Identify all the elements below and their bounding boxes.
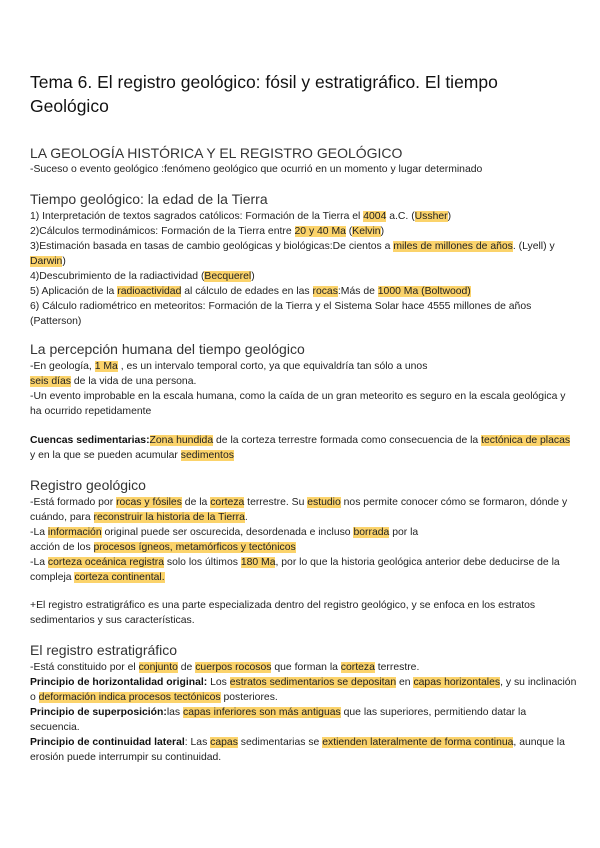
highlight: conjunto [138, 662, 178, 673]
highlight: rocas y fósiles [116, 497, 182, 508]
list-item-2: 2)Cálculos termodinámicos: Formación de la Tierra entre 20 y 40 Ma (Kelvin) [30, 226, 385, 237]
highlight: información [47, 527, 102, 538]
principle-continuidad: Principio de continuidad lateral: Las capas sedimentarias se extienden lateralmente de forma continua, aunque la erosión puede interrumpir su continuidad. [30, 737, 565, 764]
list-item-1: 1) Interpretación de textos sagrados católicos: Formación de la Tierra el 4004 a.C. (Ussher) [30, 211, 452, 222]
highlight: 1000 Ma (Boltwood) [377, 286, 471, 297]
highlight: corteza [210, 497, 245, 508]
highlight: Becquerel [204, 271, 252, 282]
highlight: estratos sedimentarios se depositan [229, 677, 397, 688]
paragraph-1ma: -En geología, 1 Ma , es un intervalo temporal corto, ya que equivaldría tan sólo a unos seis días de la vida de una persona. [30, 361, 428, 388]
highlight: cuerpos rocosos [195, 662, 272, 673]
paragraph-estratigrafico: +El registro estratigráfico es una parte especializada dentro del registro geológico, y se enfoca en los estratos sedimentarios y sus características. [30, 600, 536, 627]
highlight: deformación indica procesos tectónicos [38, 692, 221, 704]
list-item-3: 3)Estimación basada en tasas de cambio geológicas y biológicas:De cientos a miles de millones de años. (Lyell) y Darwin) [30, 241, 555, 268]
highlight: estudio [307, 497, 341, 508]
highlight: Darwin [30, 256, 63, 268]
paragraph-meteorito: -Un evento improbable en la escala humana, como la caída de un gran meteorito es seguro en la escala geológica y ha ocurrido repetidamente [30, 391, 566, 418]
paragraph-cuencas: Cuencas sedimentarias:Zona hundida de la corteza terrestre formada como consecuencia de la tectónica de placas y en la que se pueden acumular sedimentos [30, 435, 571, 462]
list-item-4: 4)Descubrimiento de la radiactividad (Becquerel) [30, 271, 255, 282]
heading-tiempo-geologico: Tiempo geológico: la edad de la Tierra [30, 191, 268, 207]
highlight: Kelvin [352, 226, 381, 237]
highlight: tectónica de placas [481, 435, 571, 446]
heading-percepcion: La percepción humana del tiempo geológico [30, 341, 305, 357]
highlight: 20 y 40 Ma [294, 226, 346, 237]
highlight: Ussher [414, 211, 448, 222]
highlight: Zona hundida [149, 435, 214, 446]
highlight: corteza [340, 662, 375, 673]
highlight: seis días [30, 376, 72, 388]
highlight: corteza oceánica registra [47, 557, 164, 568]
highlight: capas inferiores son más antiguas [183, 707, 341, 718]
list-item-5: 5) Aplicación de la radioactividad al cálculo de edades en las rocas:Más de 1000 Ma (Boltwood) [30, 286, 471, 297]
highlight: miles de millones de años [393, 241, 513, 252]
principle-horizontalidad: Principio de horizontalidad original: Los estratos sedimentarios se depositan en capas horizontales, y su inclinación o deformación indica procesos tectónicos posteriores. [30, 677, 577, 704]
paragraph-informacion: -La información original puede ser oscurecida, desordenada e incluso borrada por la acción de los procesos ígneos, metamórficos y tectónicos [30, 527, 419, 554]
paragraph-formado: -Está formado por rocas y fósiles de la corteza terrestre. Su estudio nos permite conocer cómo se formaron, dónde y cuándo, para reconstruir la historia de la Tierra. [30, 497, 568, 524]
highlight: radioactividad [117, 286, 182, 297]
heading-geologia-historica: LA GEOLOGÍA HISTÓRICA Y EL REGISTRO GEOLÓGICO [30, 145, 403, 161]
highlight: borrada [353, 527, 390, 538]
principle-superposicion: Principio de superposición:las capas inferiores son más antiguas que las superiores, permitiendo datar la secuencia. [30, 707, 527, 734]
page-title: Tema 6. El registro geológico: fósil y estratigráfico. El tiempo Geológico [30, 72, 498, 116]
paragraph-corteza-oceanica: -La corteza oceánica registra solo los últimos 180 Ma, por lo que la historia geológica anterior debe deducirse de la compleja corteza continental. [30, 557, 560, 584]
paragraph-suceso: -Suceso o evento geológico :fenómeno geológico que ocurrió en un momento y lugar determinado [30, 164, 483, 175]
heading-registro-geologico: Registro geológico [30, 477, 146, 493]
highlight: corteza continental. [74, 572, 165, 584]
highlight: sedimentos [180, 450, 234, 462]
highlight: capas [210, 737, 238, 748]
highlight: procesos ígneos, metamórficos y tectónicos [93, 542, 296, 554]
list-item-6: 6) Cálculo radiométrico en meteoritos: Formación de la Tierra y el Sistema Solar hace 4555 millones de años (Patterson) [30, 301, 532, 328]
highlight: rocas [312, 286, 338, 297]
highlight: reconstruir la historia de la Tierra [93, 512, 245, 524]
highlight: 4004 [363, 211, 387, 222]
highlight: 180 Ma [240, 557, 276, 568]
highlight: extienden lateralmente de forma continua [322, 737, 514, 748]
highlight: 1 Ma [94, 361, 118, 372]
highlight: capas horizontales [413, 677, 501, 688]
paragraph-constituido: -Está constituido por el conjunto de cuerpos rocosos que forman la corteza terrestre. [30, 662, 420, 673]
heading-registro-estratigrafico: El registro estratigráfico [30, 642, 178, 658]
